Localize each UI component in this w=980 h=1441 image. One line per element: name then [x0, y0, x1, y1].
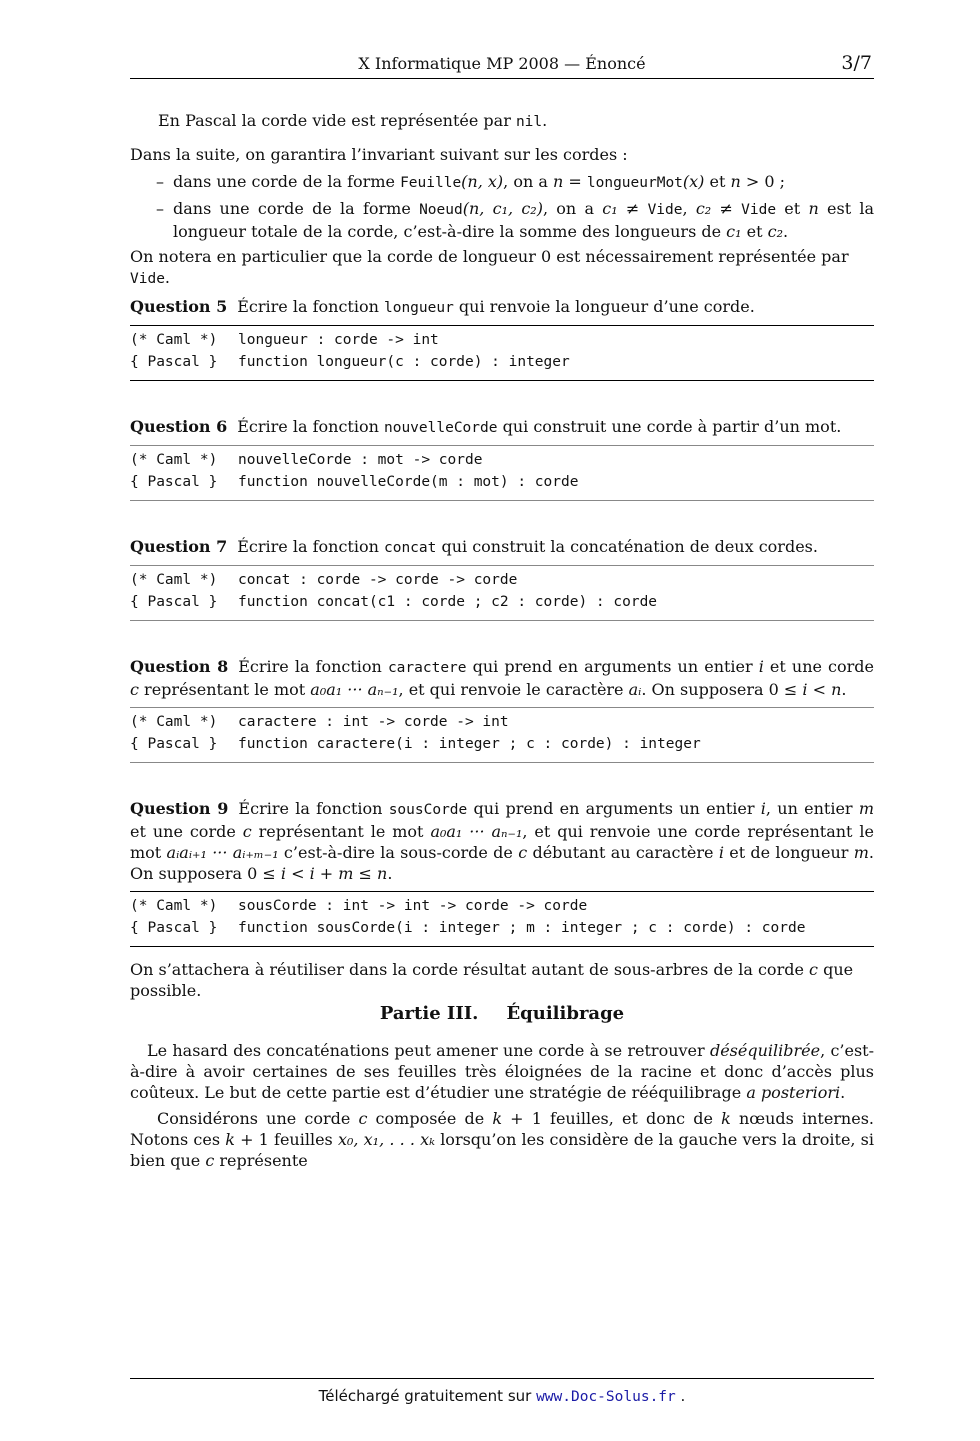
section-title: Équilibrage — [506, 1003, 625, 1024]
caml-signature: (* Caml *) longueur : corde -> int — [130, 332, 439, 348]
paragraph-desequilibre: Le hasard des concaténations peut amener une corde à se retrouver déséquilibrée, c’est-à-dire à avoir certaines de ses feuilles très éloignées de la racine et donc d’accès plus coûteux. Le but de cette partie est d’étudier une stratégie de rééquilibrage a posteriori. — [130, 1041, 875, 1102]
code-signature-box-q8 — [130, 707, 874, 763]
pascal-signature: { Pascal } function concat(c1 : corde ; c2 : corde) : corde — [130, 593, 658, 610]
caml-signature: (* Caml *) nouvelleCorde : mot -> corde — [130, 452, 483, 468]
page-number: 3/7 — [841, 52, 872, 74]
document-title: X Informatique MP 2008 — Énoncé — [358, 54, 646, 73]
code-signature-box-q9 — [130, 891, 874, 947]
doc-solus-link[interactable]: www.Doc-Solus.fr — [536, 1389, 676, 1405]
pascal-signature: { Pascal } function caractere(i : integer ; c : corde) : integer — [130, 735, 701, 752]
section-heading — [130, 1003, 874, 1024]
caml-signature: (* Caml *) sousCorde : int -> int -> corde -> corde — [130, 898, 588, 914]
caml-signature: (* Caml *) concat : corde -> corde -> corde — [130, 572, 518, 588]
code-signature-box-q7 — [130, 565, 874, 621]
code-nil: nil — [515, 114, 543, 130]
question-9: Question 9 Écrire la fonction sousCorde qui prend en arguments un entier i, un entier m et une corde c représentant le mot a₀a₁ ··· aₙ₋₁, et qui renvoie une corde représentant le mot aᵢaᵢ₊₁ ··· aᵢ₊ₘ₋₁ c’est-à-dire la sous-corde de c débutant au caractère i et de longueur m. On supposera 0 ≤ i < i + m ≤ n. — [130, 799, 875, 883]
invariant-bullet-noeud: – dans une corde de la forme Noeud(n, c₁, c₂), on a c₁ ≠ Vide, c₂ ≠ Vide et n est la longueur totale de la corde, c’est-à-dire la somme des longueurs de c₁ et c₂. — [156, 199, 875, 241]
code-signature-box-q6 — [130, 445, 874, 501]
pascal-signature: { Pascal } function longueur(c : corde) : integer — [130, 353, 570, 370]
pascal-empty-rope-sentence: En Pascal la corde vide est représentée par nil. — [158, 111, 548, 130]
bullet-dash: – — [156, 172, 164, 191]
question-6: Question 6 Écrire la fonction nouvelleCorde qui construit une corde à partir d’un mot. — [130, 417, 842, 436]
question-label: Question 9 — [130, 799, 229, 818]
page-footer: Téléchargé gratuitement sur www.Doc-Solus.fr . — [318, 1387, 686, 1405]
pascal-signature: { Pascal } function sousCorde(i : integer ; m : integer ; c : corde) : corde — [130, 919, 806, 936]
question-7: Question 7 Écrire la fonction concat qui construit la concaténation de deux cordes. — [130, 537, 818, 556]
page-header — [130, 52, 874, 79]
section-number: Partie III. — [379, 1003, 479, 1024]
question-label: Question 7 — [130, 537, 228, 556]
footer-rule — [130, 1378, 874, 1379]
question-label: Question 6 — [130, 417, 228, 436]
invariant-intro: Dans la suite, on garantira l’invariant suivant sur les cordes : — [130, 145, 628, 164]
question-8: Question 8 Écrire la fonction caractere qui prend en arguments un entier i et une corde c représentant le mot a₀a₁ ··· aₙ₋₁, et qui renvoie le caractère aᵢ. On supposera 0 ≤ i < n. — [130, 657, 875, 699]
empty-rope-note: On notera en particulier que la corde de longueur 0 est nécessairement représentée par Vide. — [130, 247, 849, 287]
question-label: Question 5 — [130, 297, 228, 316]
invariant-bullet-feuille: – dans une corde de la forme Feuille(n, x), on a n = longueurMot(x) et n > 0 ; — [156, 172, 786, 191]
code-signature-box-q5 — [130, 325, 874, 381]
question-5: Question 5 Écrire la fonction longueur qui renvoie la longueur d’une corde. — [130, 297, 755, 316]
pascal-signature: { Pascal } function nouvelleCorde(m : mot) : corde — [130, 473, 579, 490]
bullet-dash: – — [156, 199, 164, 218]
paragraph-feuilles: Considérons une corde c composée de k + 1 feuilles, et donc de k nœuds internes. Notons ces k + 1 feuilles x₀, x₁, . . . xₖ lorsqu’on les considère de la gauche vers la droite, si bien que c représente — [130, 1109, 875, 1170]
question-9-remark: On s’attachera à réutiliser dans la corde résultat autant de sous-arbres de la corde c que possible. — [130, 960, 854, 1000]
question-label: Question 8 — [130, 657, 229, 676]
caml-signature: (* Caml *) caractere : int -> corde -> int — [130, 714, 509, 730]
